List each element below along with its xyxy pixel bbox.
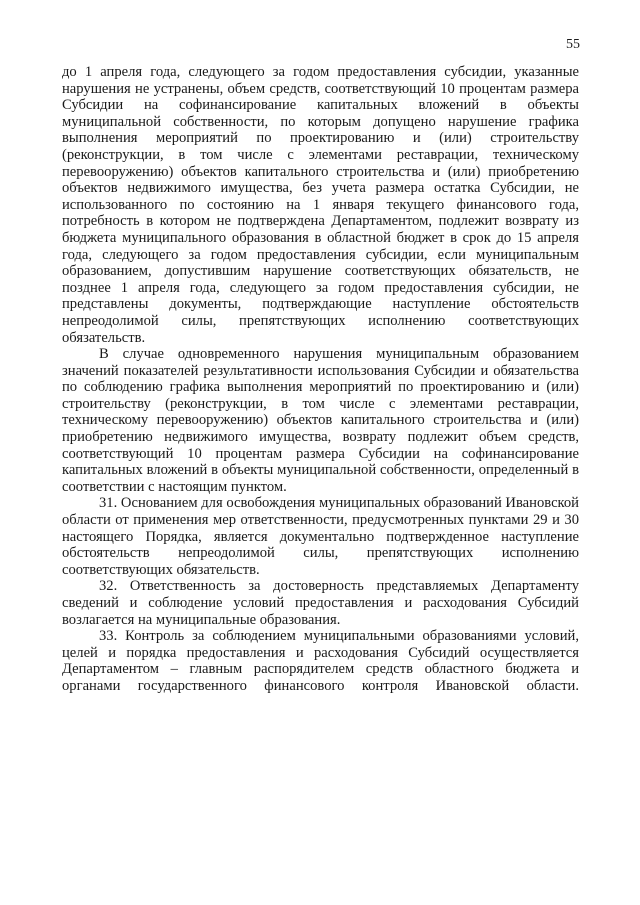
paragraph-continuation: до 1 апреля года, следующего за годом предоставления субсидии, указанные нарушения не устранены, объем средств, соответствующий 10 процентам размера Субсидии на софинансирование капитальных вложений в объекты муниципальной собственности, по которым допущено нарушение графика выполнения мероприятий по проектированию и (или) строительству (реконструкции, в том числе с элементами реставрации, техническому перевооружению) объектов капитального строительства и (или) приобретению объектов недвижимого имущества, без учета размера остатка Субсидии, не использованного по состоянию на 1 января текущего финансового года, потребность в котором не подтверждена Департаментом, подлежит возврату из бюджета муниципального образования в областной бюджет в срок до 15 апреля года, следующего за годом предоставления субсидии, если муниципальным образованием, допустившим нарушение соответствующих обязательств, не позднее 1 апреля года, следующего за годом предоставления субсидии, не представлены документы, подтверждающие наступление обстоятельств непреодолимой силы, препятствующих исполнению соответствующих обязательств.: [62, 64, 579, 346]
paragraph-item-33: 33. Контроль за соблюдением муниципальными образованиями условий, целей и порядка предоставления и расходования Субсидий осуществляется Департаментом – главным распорядителем средств областного бюджета и органами государственного финансового контроля Ивановской области.: [62, 628, 579, 694]
document-body: [62, 64, 579, 695]
paragraph-simultaneous-violation: В случае одновременного нарушения муниципальным образованием значений показателей результативности использования Субсидии и обязательства по соблюдению графика выполнения мероприятий по проектированию и (или) строительству (реконструкции, в том числе с элементами реставрации, техническому перевооружению) объектов капитального строительства и (или) приобретению недвижимого имущества, возврату подлежит объем средств, соответствующий 10 процентам размера Субсидии на софинансирование капитальных вложений в объекты муниципальной собственности, определенный в соответствии с настоящим пунктом.: [62, 346, 579, 495]
paragraph-item-32: 32. Ответственность за достоверность представляемых Департаменту сведений и соблюдение условий предоставления и расходования Субсидий возлагается на муниципальные образования.: [62, 578, 579, 628]
paragraph-item-31: 31. Основанием для освобождения муниципальных образований Ивановской области от применения мер ответственности, предусмотренных пунктами 29 и 30 настоящего Порядка, является документально подтвержденное наступление обстоятельств непреодолимой силы, препятствующих исполнению соответствующих обязательств.: [62, 495, 579, 578]
page-number: 55: [566, 37, 580, 52]
